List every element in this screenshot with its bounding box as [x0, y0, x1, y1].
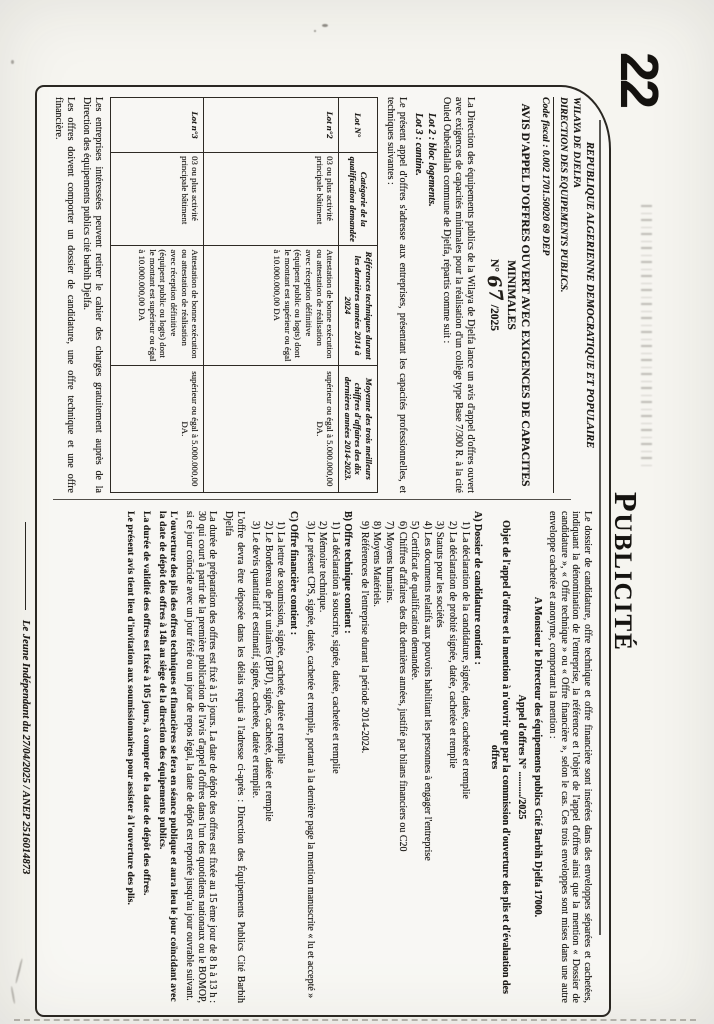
financial-offer-item: 1) La lettre de soumission, signée, cachetée, datée et remplie	[275, 521, 287, 764]
table-cell: Attestation de bonne exécution ou attestation de réalisation avec réception définitive (équipent public ou logts) dont le montant est supérieur ou égal à 10.000.000,00 DA	[204, 246, 339, 365]
page-fold-dashes	[14, 1019, 696, 1021]
lot-item: Lot 2 : bloc logements.	[426, 113, 437, 207]
envelope-appel-number: Appel d'offres N° ........../2025	[516, 694, 528, 820]
candidature-item: 8) Moyens Matériels.	[371, 521, 383, 607]
qualification-table	[110, 97, 378, 493]
republic-line: REPUBLIQUE ALGERIENNE DEMOCRATIQUE ET POPULAIRE	[584, 141, 595, 449]
candidature-item: 1) La déclaration de la candidature, signée, datée, cachetée et remplie	[459, 521, 471, 799]
table-row	[204, 98, 339, 493]
table-header-cell: Lot N°	[339, 98, 378, 153]
envelope-objet: Objet de l'appel d'offres et la mention à n'ouvrir que par la commission d'ouverture des plis et d'évaluation des offres	[488, 520, 512, 994]
section-c-title: C) Offre financière contient :	[287, 511, 299, 636]
retrait-paragraph: Les entreprises intéressées peuvent retirer le cahier des charges gratuitement auprès de la Direction des équipements publics cité barbih Djelfa.	[81, 97, 105, 493]
footer-credit: Le Jeune Indépendant du 27/04/2025 / ANEP 2516014873	[20, 620, 31, 875]
footer-dash	[25, 522, 26, 610]
notice-left-column	[52, 97, 595, 493]
page-number: 22	[609, 52, 669, 107]
section-b-title: B) Offre technique contient :	[342, 511, 354, 634]
addressed-paragraph: Le présent appel d'offres s'adresse aux entreprises, présentant les capacités professionnelles, et techniques suivantes :	[385, 97, 408, 493]
table-cell: supérieur ou égal à 5.000.000,00 DA.	[111, 365, 204, 492]
avis-number-suffix: /2025	[488, 304, 500, 331]
table-header-row	[339, 98, 378, 493]
table-header-cell: Références techniques durant les dernières années 2014 à 2024	[339, 246, 378, 365]
candidature-item: 5) Certificat de qualification demandée.	[409, 521, 421, 681]
notice-right-column	[125, 511, 593, 1003]
wilaya-line: WILAYA DE DJELFA	[571, 97, 582, 188]
direction-line: DIRECTION DES EQUIPEMENTS PUBLICS.	[558, 97, 569, 293]
candidature-item: 9) Références de l'entreprise durant la période 2014-2024.	[358, 521, 370, 754]
avis-number-prefix: N°	[488, 259, 500, 272]
table-cell: supérieur ou égal à 5.000.000,00 DA.	[204, 365, 339, 492]
scan-speck	[314, 30, 316, 32]
table-cell: 03 ou plus activité principale bâtiment	[204, 153, 339, 246]
composition-paragraph: Les offres doivent comporter un dossier de candidature, une offre technique et une offre financière.	[53, 97, 77, 493]
intro-paragraph: La Direction des équipements publics de la Wilaya de Djelfa lance un avis d'appel d'offres ouvert avec exigences de capacités minimales pour la réalisation d'un collège type Base 7/300 R. à la cité Ouled Oubeïdallah commune de Djelfa, répartis comme suit :	[441, 97, 476, 493]
candidature-item: 3) Statuts pour les sociétés	[434, 521, 446, 628]
table-cell: Lot n°3	[111, 98, 204, 153]
table-row	[111, 98, 204, 493]
table-cell: Attestation de bonne exécution ou attestation de réalisation avec réception définitive (équipent public ou logts) dont le montant est supérieur ou égal à 10.000.000,00 DA	[111, 246, 204, 365]
candidature-item: 6) Chiffres d'affaires des dix dernières années, justifié par bilans financiers ou C20	[396, 521, 408, 852]
masthead-smudge	[641, 205, 652, 470]
technical-offer-item: 1) La déclaration à souscrire, signée, datée, cachetée et remplie	[329, 521, 341, 774]
footer	[20, 522, 31, 1016]
avis-number	[480, 97, 507, 493]
code-fiscal-line: Code fiscal : 0.002 1701.50020 69 DEP	[540, 97, 551, 256]
column-divider	[53, 499, 571, 500]
closing-line: Le présent avis tient lieu d'invitation aux soumissionnaires pour assister à l'ouverture des plis.	[124, 511, 136, 905]
envelope-paragraph: Le dossier de candidature, offre technique et offre financière sont insérées dans des enveloppes séparées et cachetées, indiquant la dénomination de l'entreprise, la référence et l'objet de l'appel d'offres ainsi que la mention « Dossier de candidature », « Offre technique » ou « Offre financière », selon le cas. Ces trois enveloppes sont mises dans une autre enveloppe cachetée et anonyme, comportant la mention :	[547, 511, 593, 1003]
closing-line: La durée de validité des offres est fixée à 105 jours, à compter de la date de dépôt des offres.	[140, 511, 152, 896]
candidature-item: 4) Les documents relatifs aux pouvoirs habilitant les personnes à engager l'entreprise	[421, 521, 433, 861]
closing-line: L'ouverture des plis des offres techniques et financières se fera en séance publique et aura lieu le jour coïncidant avec la date de dépôt des offres à 14h au siège de la direction des équipements publics.	[156, 511, 179, 1002]
envelope-address: A Monsieur le Directeur des équipements publics Cité Barbih Djelfa 17000.	[531, 596, 543, 918]
section-title: PUBLICITÉ	[608, 492, 644, 652]
lot-item: Lot 3 : cantine.	[413, 113, 424, 176]
depot-paragraph: L'offre devra être déposée dans les délais requis à l'adresse ci-après : Direction des Équipements Publics Cité Barbih Djelfa	[222, 511, 246, 1003]
avis-title: AVIS D'APPEL D'OFFRES OUVERT AVEC EXIGENCES DE CAPACITES MINIMALES	[505, 103, 532, 487]
lots-list	[412, 113, 437, 493]
avis-number-hand: 67	[482, 273, 507, 304]
scan-speck	[11, 60, 14, 64]
header-rule-left	[553, 97, 554, 493]
technical-offer-item: 2) Mémoire technique.	[317, 521, 329, 613]
financial-offer-item: 2) Le Bordereau de prix unitaires (BPU), signée, cachetée, datée et remplie	[262, 521, 274, 822]
table-cell: Lot n°2	[204, 98, 339, 153]
delai-paragraph: La durée de préparation des offres est fixé à 15 jours. La date de dépôt des offres est fixée au 15 ème jour de 8 h à 13 h : 30 qui court à partir de la première publication de l'avis d'appel d'offres dans l'un des quotidiens nationaux ou le BOMOP, si ce jour coïncide avec un jour férié ou un jour de repos légal, la date de dépôt est reportée jusqu'au jour ouvrable suivant.	[184, 511, 219, 1003]
candidature-item: 7) Moyens humains.	[384, 521, 396, 603]
table-header-cell: Catégorie de la qualification demandée	[339, 153, 378, 246]
scan-speck	[10, 986, 15, 1004]
scan-speck	[322, 24, 328, 27]
table-header-cell: Moyenne des trois meilleurs chiffres d'affaires des dix dernières années 2014-2023.	[339, 365, 378, 492]
technical-offer-item: 3) Le présent CPS, signée, datée, cachetée et remplie, portant à la dernière page la mention manuscrite « lu et accepté »	[304, 521, 316, 999]
section-a-title: A) Dossier de candidature contient :	[472, 511, 484, 665]
table-cell: 03 ou plus activité principale bâtiment	[111, 153, 204, 246]
notice-frame	[35, 85, 611, 1017]
candidature-item: 2) La déclaration de probité signée, datée, cachetée et remplie	[447, 521, 459, 769]
financial-offer-item: 3) Le devis quantitatif et estimatif, signée, cachetée, datée et remplie.	[250, 521, 262, 799]
